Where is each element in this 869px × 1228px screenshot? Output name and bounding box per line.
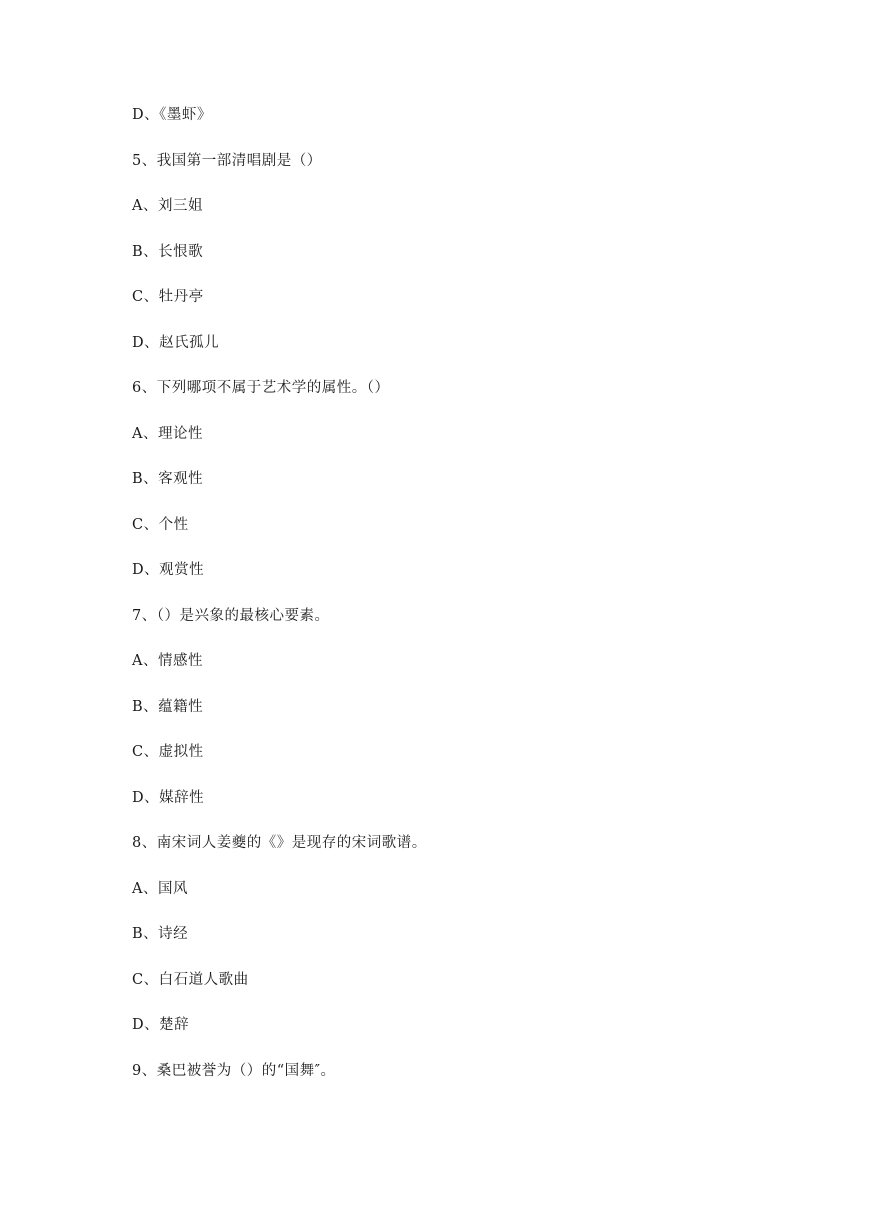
question-list: [132, 104, 427, 1105]
option-b-q5: B、长恨歌: [132, 243, 204, 260]
option-c-q7: C、虚拟性: [132, 744, 204, 760]
option-d-q5: D、赵氏孤儿: [132, 334, 220, 351]
option-a-q6: A、理论性: [132, 425, 203, 442]
option-b-q8: B、诗经: [132, 926, 189, 942]
option-a-q5: A、刘三姐: [132, 198, 203, 214]
question-9: 9、桑巴被誉为（）的“国舞″。: [132, 1062, 336, 1079]
option-d-q8: D、楚辞: [132, 1017, 190, 1033]
option-c-q5: C、牡丹亭: [132, 289, 204, 305]
question-8: 8、南宋词人姜夔的《》是现存的宋词歌谱。: [132, 835, 427, 851]
option-d-q4: D、《墨虾》: [132, 107, 212, 123]
option-a-q8: A、国风: [132, 880, 188, 897]
option-d-q6: D、观赏性: [132, 562, 205, 578]
option-a-q7: A、情感性: [132, 653, 203, 669]
question-6: 6、下列哪项不属于艺术学的属性。（）: [132, 380, 390, 396]
question-5: 5、我国第一部清唱剧是（）: [132, 152, 322, 169]
option-c-q6: C、个性: [132, 516, 189, 533]
question-7: 7、（）是兴象的最核心要素。: [132, 607, 330, 624]
option-b-q7: B、蕴籍性: [132, 698, 204, 715]
option-b-q6: B、客观性: [132, 471, 204, 487]
option-d-q7: D、媒辞性: [132, 789, 205, 806]
option-c-q8: C、白石道人歌曲: [132, 971, 249, 988]
